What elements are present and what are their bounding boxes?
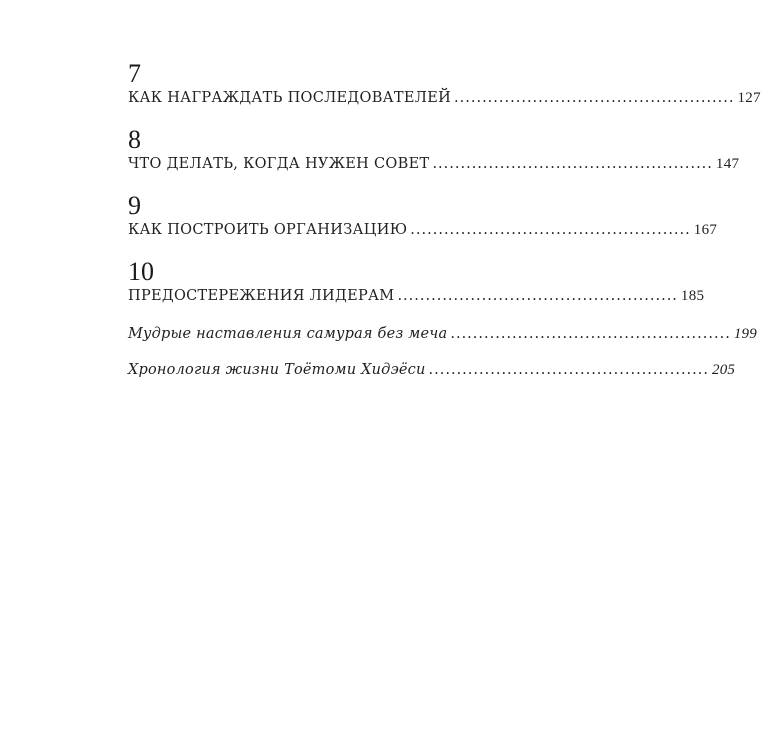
toc-chapter-8 — [128, 125, 740, 174]
toc-appendix-entry — [128, 324, 757, 344]
page-number: 127 — [737, 90, 761, 106]
toc-entry — [128, 286, 705, 306]
page-number: 199 — [733, 326, 757, 342]
toc-entry — [128, 88, 761, 108]
chapter-title: КАК ПОСТРОИТЬ ОРГАНИЗАЦИЮ — [128, 222, 408, 238]
page-number: 185 — [680, 288, 705, 304]
chapter-number: 7 — [128, 59, 141, 88]
chapter-title: ПРЕДОСТЕРЕЖЕНИЯ ЛИДЕРАМ — [128, 288, 395, 304]
leader-dots: .................................................. — [397, 288, 678, 304]
chapter-number: 10 — [128, 257, 154, 286]
chapter-title: КАК НАГРАЖДАТЬ ПОСЛЕДОВАТЕЛЕЙ — [128, 90, 452, 106]
page-number: 147 — [715, 156, 740, 172]
leader-dots: .................................................. — [410, 222, 691, 238]
toc-entry — [128, 154, 740, 174]
page-number: 205 — [712, 362, 736, 378]
chapter-title: ЧТО ДЕЛАТЬ, КОГДА НУЖЕН СОВЕТ — [128, 156, 430, 172]
page-number: 167 — [693, 222, 718, 238]
leader-dots: .................................................. — [432, 156, 713, 172]
chapter-number: 8 — [128, 125, 141, 154]
toc-chapter-10 — [128, 257, 705, 306]
chapter-number: 9 — [128, 191, 141, 220]
toc-entry — [128, 220, 718, 240]
appendix-title: Мудрые наставления самурая без меча — [128, 326, 448, 342]
leader-dots: .................................................. — [428, 362, 709, 378]
leader-dots: .................................................. — [454, 90, 735, 106]
appendix-title: Хронология жизни Тоётоми Хидэёси — [128, 362, 426, 378]
toc-chapter-7 — [128, 59, 761, 108]
leader-dots: .................................................. — [450, 326, 731, 342]
table-of-contents — [128, 59, 761, 396]
toc-appendix-entry — [128, 360, 736, 380]
toc-chapter-9 — [128, 191, 718, 240]
